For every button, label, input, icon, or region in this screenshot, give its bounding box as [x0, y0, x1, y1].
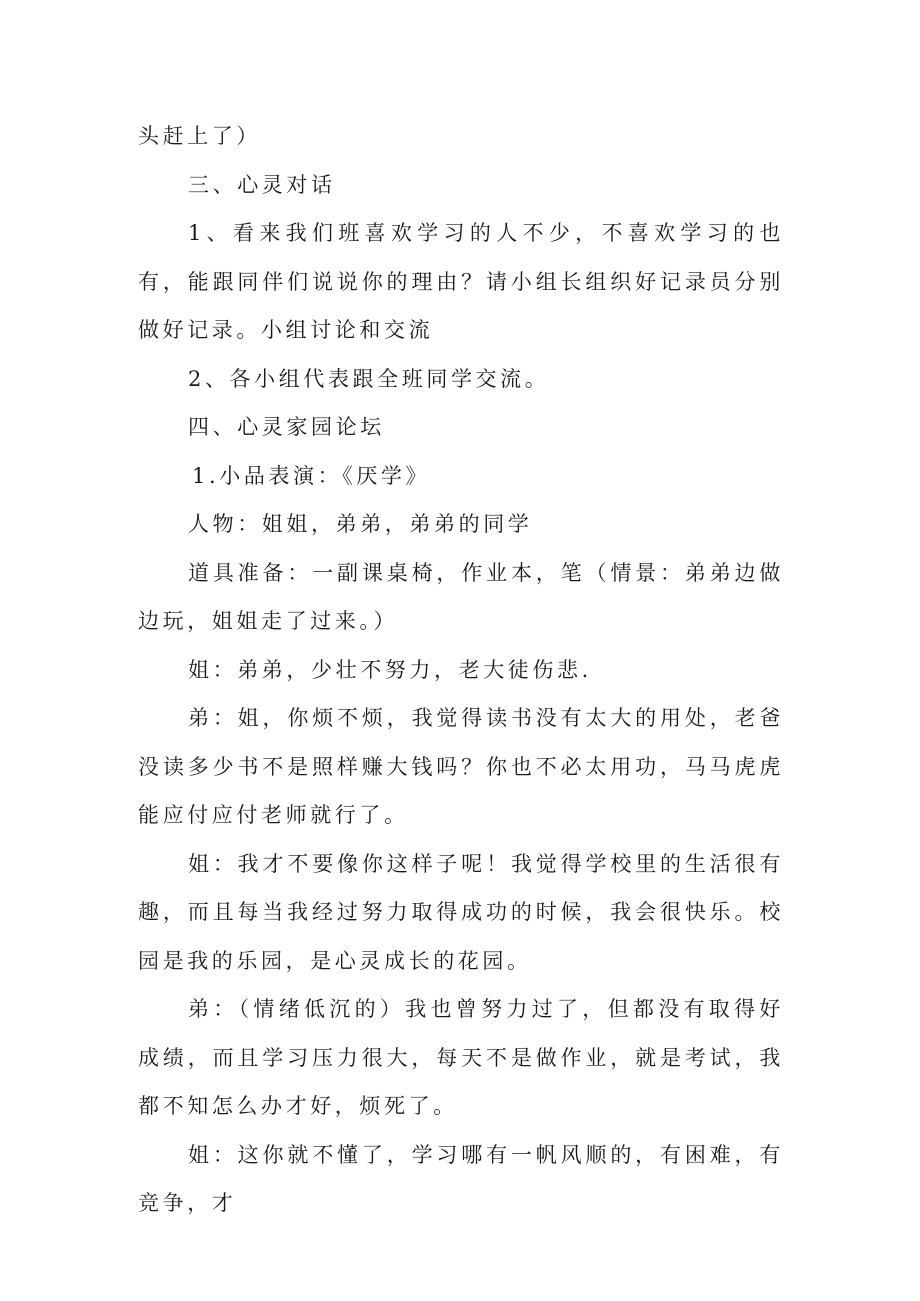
dialogue-line: 姐：我才不要像你这样子呢！我觉得学校里的生活很有趣，而且每当我经过努力取得成功的时候，我会很快乐。校园是我的乐园，是心灵成长的花园。: [138, 851, 784, 973]
paragraph-continuation: 头赶上了）: [138, 124, 261, 148]
section-heading-heart-forum: 四、心灵家园论坛: [188, 415, 385, 439]
skit-props: 道具准备：一副课桌椅，作业本，笔（情景：弟弟边做边玩，姐姐走了过来。）: [138, 560, 784, 633]
dialogue-line: 弟：姐，你烦不烦，我觉得读书没有太大的用处，老爸没读多少书不是照样赚大钱吗？你也不必太用功，马马虎虎能应付应付老师就行了。: [138, 706, 784, 827]
document-body: [138, 112, 784, 1228]
dialogue-line: 姐：弟弟，少壮不努力，老大徒伤悲.: [188, 657, 592, 682]
paragraph-item-1: 1、看来我们班喜欢学习的人不少，不喜欢学习的也有，能跟同伴们说说你的理由？请小组长组织好记录员分别做好记录。小组讨论和交流: [138, 221, 784, 342]
section-heading-heart-dialogue: 三、心灵对话: [188, 172, 336, 197]
paragraph-item-2: 2、各小组代表跟全班同学交流。: [188, 366, 550, 391]
skit-title: 1.小品表演：《厌学》: [192, 463, 431, 488]
dialogue-line: 姐：这你就不懂了，学习哪有一帆风顺的，有困难，有竞争，才: [138, 1142, 784, 1215]
dialogue-line: 弟：（情绪低沉的）我也曾努力过了，但都没有取得好成绩，而且学习压力很大，每天不是做作业，就是考试，我都不知怎么办才好，烦死了。: [138, 997, 784, 1118]
skit-characters: 人物：姐姐，弟弟，弟弟的同学: [188, 512, 533, 536]
